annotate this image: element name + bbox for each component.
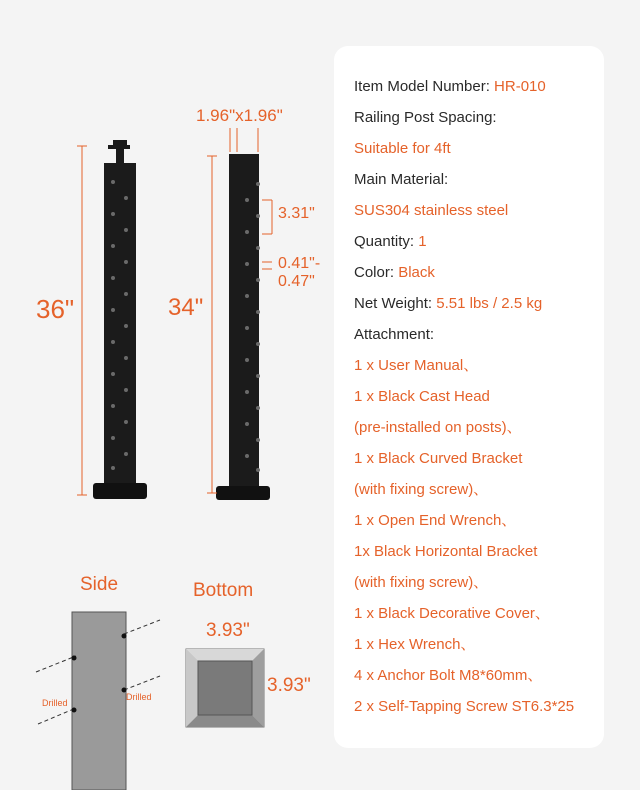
spec-value: 1x Black Horizontal Bracket <box>354 543 538 560</box>
spec-key: Net Weight: <box>354 295 437 312</box>
spec-value: 1 x Open End Wrench、 <box>354 512 517 529</box>
spec-line <box>354 572 634 603</box>
spec-value: 5.51 lbs / 2.5 kg <box>436 295 543 312</box>
spec-key: Item Model Number: <box>354 78 495 95</box>
height-post-label: 34" <box>168 294 204 321</box>
post-with-head <box>77 140 147 499</box>
spec-line <box>354 386 634 417</box>
spec-line <box>354 696 634 727</box>
spec-key: Main Material: <box>354 171 449 188</box>
spec-line <box>354 479 634 510</box>
spec-line <box>354 262 634 293</box>
spec-value: 1 x Hex Wrench、 <box>354 636 476 653</box>
spec-line <box>354 107 634 138</box>
spec-key: Attachment: <box>354 326 435 343</box>
height-total-label: 36" <box>36 294 75 324</box>
spec-value: HR-010 <box>494 78 546 95</box>
spec-value: 1 x Black Decorative Cover、 <box>354 605 550 622</box>
post-size-label: 1.96"x1.96" <box>196 106 283 125</box>
post-without-head <box>207 128 272 500</box>
hole-diameter-label-line2: 0.47" <box>278 273 315 290</box>
base-depth-label: 3.93" <box>267 675 311 696</box>
spec-value: Suitable for 4ft <box>354 140 451 157</box>
spec-line <box>354 510 634 541</box>
spec-line <box>354 324 634 355</box>
spec-value: 1 x User Manual、 <box>354 357 479 374</box>
spec-value: 4 x Anchor Bolt M8*60mm、 <box>354 667 543 684</box>
spec-line <box>354 169 634 200</box>
spec-line <box>354 417 634 448</box>
bottom-view <box>186 649 264 727</box>
spec-line <box>354 634 634 665</box>
spec-value: 1 x Black Cast Head <box>354 388 490 405</box>
spec-line <box>354 200 634 231</box>
spec-value: 1 <box>418 233 427 250</box>
spec-key: Color: <box>354 264 399 281</box>
spec-line <box>354 355 634 386</box>
hole-diameter-label-line1: 0.41"- <box>278 255 321 272</box>
spec-line <box>354 448 634 479</box>
spec-line <box>354 231 634 262</box>
bottom-view-title: Bottom <box>193 580 254 601</box>
spec-value: (with fixing screw)、 <box>354 481 489 498</box>
spec-line <box>354 138 634 169</box>
spec-line <box>354 293 634 324</box>
spec-value: (pre-installed on posts)、 <box>354 419 522 436</box>
spec-key: Railing Post Spacing: <box>354 109 497 126</box>
spec-value: Black <box>398 264 435 281</box>
side-view-title: Side <box>80 574 119 595</box>
spec-value: 2 x Self-Tapping Screw ST6.3*25 <box>354 698 575 715</box>
drilled-right-label: Drilled <box>126 692 152 702</box>
spec-value: 1 x Black Curved Bracket <box>354 450 523 467</box>
spec-list <box>354 76 634 727</box>
drilled-left-label: Drilled <box>42 698 68 708</box>
hole-spacing-label: 3.31" <box>278 205 315 222</box>
spec-line <box>354 76 634 107</box>
base-width-label: 3.93" <box>206 620 250 641</box>
spec-key: Quantity: <box>354 233 419 250</box>
spec-line <box>354 665 634 696</box>
spec-value: SUS304 stainless steel <box>354 202 509 219</box>
spec-line <box>354 541 634 572</box>
spec-value: (with fixing screw)、 <box>354 574 489 591</box>
spec-line <box>354 603 634 634</box>
